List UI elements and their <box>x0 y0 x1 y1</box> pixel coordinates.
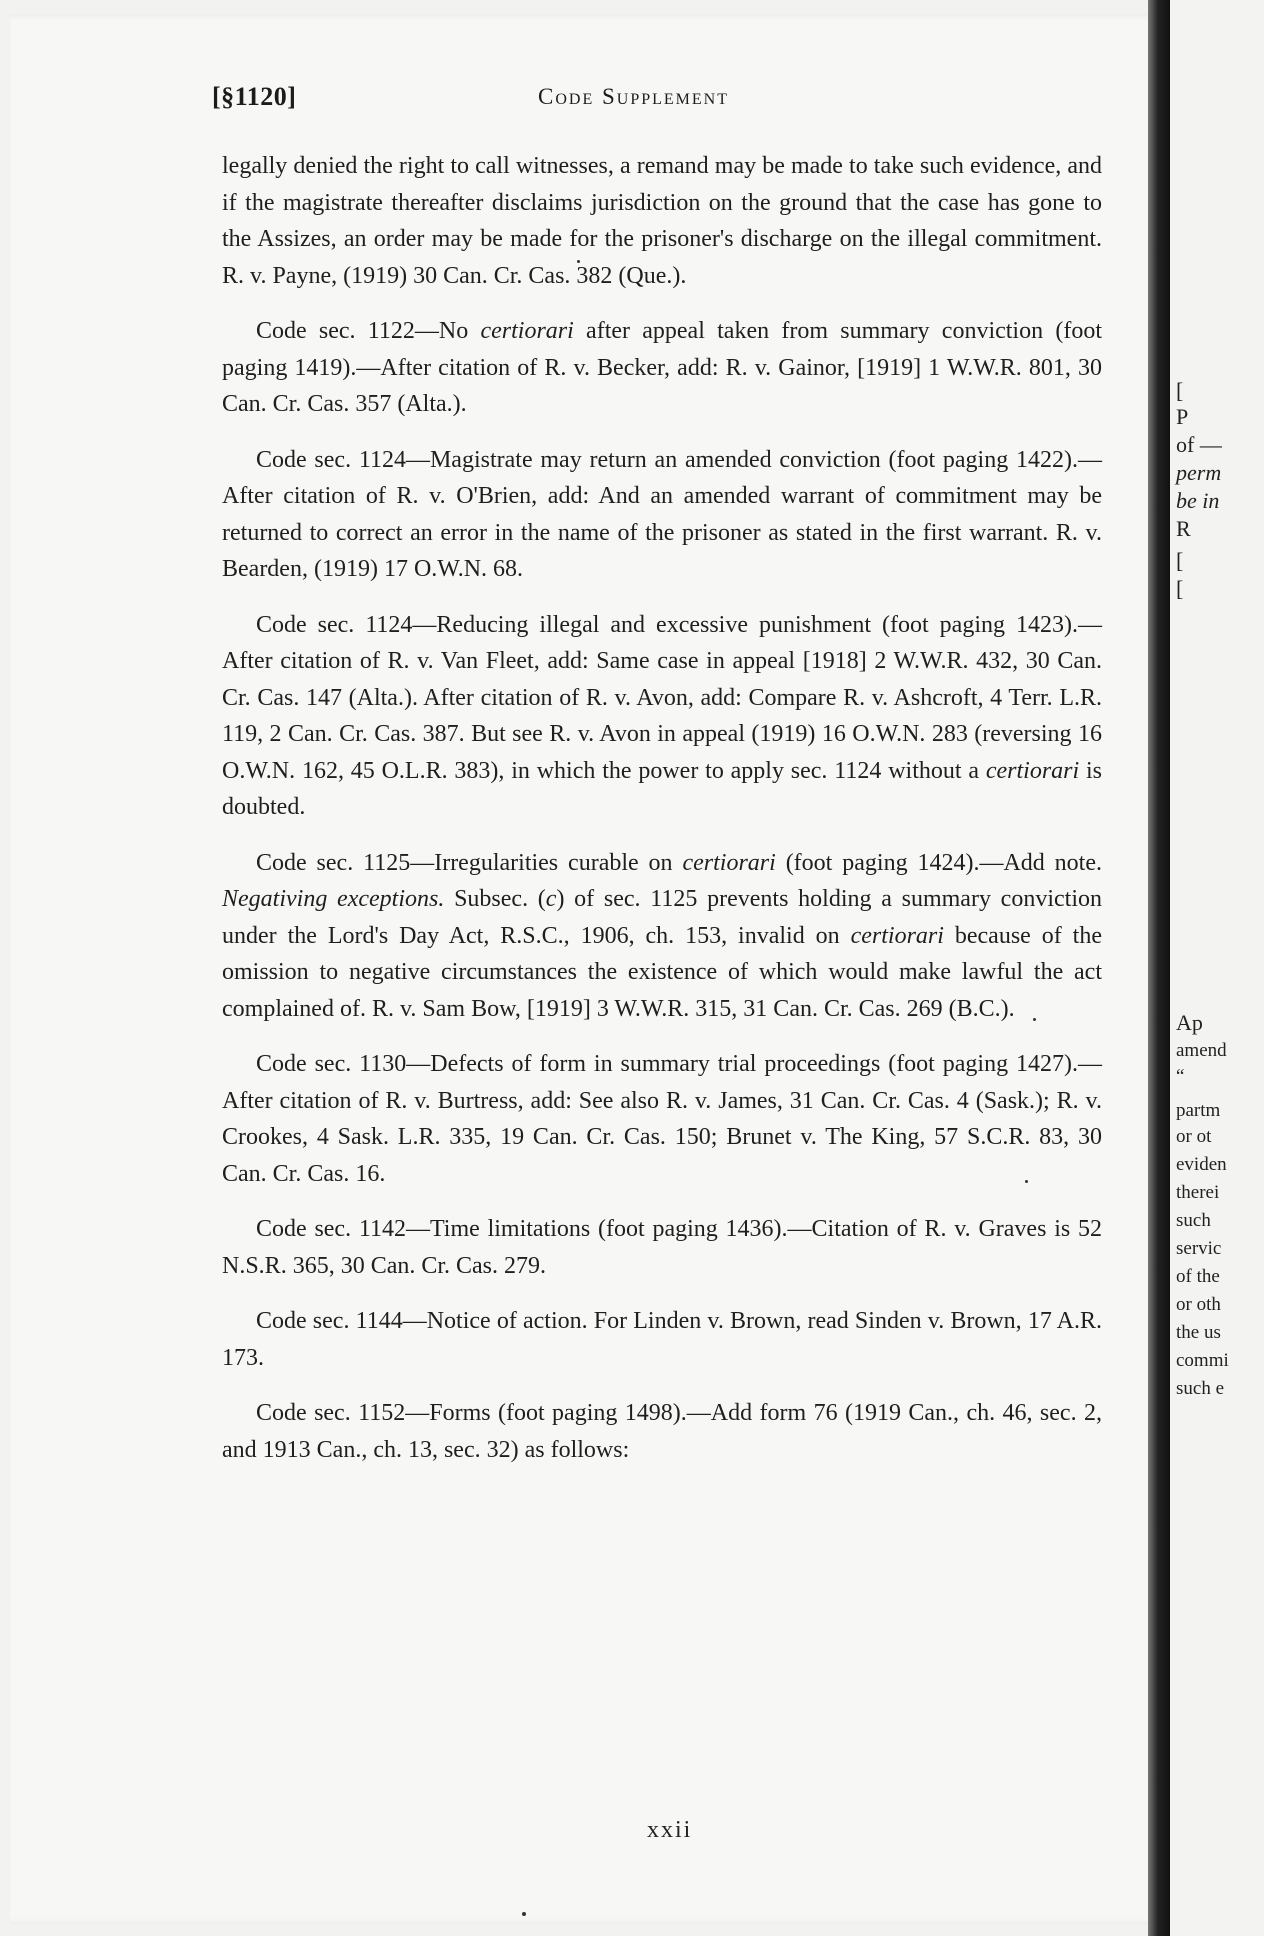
facing-page-fragment: or ot <box>1176 1126 1212 1147</box>
facing-page-fragment: be in <box>1176 488 1220 513</box>
print-speck <box>577 260 580 263</box>
book-gutter <box>1148 0 1170 1936</box>
text-run: legally denied the right to call witnesses, a remand may be made to take such evidence, and if the magistrate thereafter disclaims jurisdiction on the ground that the case has gone to the Assizes, an order may be made for the prisoner's discharge on the illegal commitment. R. v. Payne, (1919) 30 Can. Cr. Cas. 382 (Que.). <box>222 153 1102 289</box>
running-head <box>212 82 1102 118</box>
text-run: Code sec. 1122—No <box>256 318 481 344</box>
text-run: Code sec. 1142—Time limitations (foot paging 1436).—Citation of R. v. Graves is 52 N.S.R. 365, 30 Can. Cr. Cas. 279. <box>222 1216 1102 1279</box>
facing-page-fragment: R <box>1176 516 1191 541</box>
print-speck <box>1033 1018 1036 1021</box>
facing-page-fragment: “ <box>1176 1066 1185 1087</box>
page-title: Code Supplement <box>538 84 729 109</box>
text-run: Code sec. 1130—Defects of form in summary trial proceedings (foot paging 1427).—After citation of R. v. Burtress, add: See also R. v. James, 31 Can. Cr. Cas. 4 (Sask.); R. v. Crookes, 4 Sask. L.R. 335, 19 Can. Cr. Cas. 150; Brunet v. The King, 57 S.C.R. 83, 30 Can. Cr. Cas. 16. <box>222 1051 1102 1187</box>
paragraph-p7 <box>222 1303 1102 1376</box>
paragraph-p6 <box>222 1211 1102 1284</box>
paragraph-p3 <box>222 607 1102 826</box>
print-speck <box>1025 1180 1028 1183</box>
text-run: Code sec. 1144—Notice of action. For Linden v. Brown, read Sinden v. Brown, 17 A.R. 173. <box>222 1308 1102 1371</box>
page-number: xxii <box>647 1817 693 1843</box>
facing-page-fragment: P <box>1176 404 1189 429</box>
facing-page-fragment: Ap <box>1176 1010 1203 1035</box>
section-reference: [§1120] <box>212 82 297 111</box>
text-run: because of the omission to negative circumstances the existence of which would make lawful the act complained of. R. v. Sam Bow, [1919] 3 W.W.R. 315, 31 Can. Cr. Cas. 269 (B.C.). <box>222 922 1102 1022</box>
facing-page-fragment: commi <box>1176 1350 1229 1371</box>
facing-page-fragment: [ <box>1176 548 1184 573</box>
text-run: Subsec. ( <box>444 886 546 912</box>
italic-text: certiorari <box>850 922 944 949</box>
text-run: (foot paging 1424).—Add note. <box>775 849 1103 876</box>
text-run: is doubted. <box>222 757 1103 820</box>
italic-text: Negativing exceptions. <box>222 886 445 912</box>
facing-page-fragment: [ <box>1176 576 1184 601</box>
facing-page-fragment: therei <box>1176 1182 1220 1203</box>
text-run: Code sec. 1125—Irregularities curable on <box>256 849 683 876</box>
paragraph-p0 <box>222 148 1102 294</box>
facing-page-fragment: of — <box>1176 432 1222 457</box>
paragraph-p1 <box>222 313 1102 423</box>
body-text <box>222 148 1102 1487</box>
paragraph-p4 <box>222 845 1102 1028</box>
facing-page-fragment: or oth <box>1176 1294 1221 1315</box>
facing-page-fragment: such <box>1176 1210 1211 1231</box>
facing-page-fragment: such e <box>1176 1378 1225 1399</box>
italic-text: certiorari <box>480 318 574 344</box>
facing-page-fragment: amend <box>1176 1040 1227 1061</box>
paragraph-p2 <box>222 442 1102 588</box>
text-run: after appeal taken from summary conviction (foot paging 1419).—After citation of R. v. Becker, add: R. v. Gainor, [1919] 1 W.W.R. 801, 30 Can. Cr. Cas. 357 (Alta.). <box>222 318 1102 417</box>
paragraph-p8 <box>222 1395 1102 1468</box>
text-run: Code sec. 1152—Forms (foot paging 1498).—Add form 76 (1919 Can., ch. 46, sec. 2, and 1913 Can., ch. 13, sec. 32) as follows: <box>222 1400 1102 1463</box>
facing-page-fragment: [ <box>1176 378 1184 403</box>
paragraph-p5 <box>222 1046 1102 1192</box>
facing-page-edge <box>1170 0 1264 1936</box>
italic-text: certiorari <box>985 757 1080 784</box>
facing-page-fragment: of the <box>1176 1266 1220 1287</box>
text-run: Code sec. 1124—Reducing illegal and excessive punishment (foot paging 1423).—After citation of R. v. Van Fleet, add: Same case in appeal [1918] 2 W.W.R. 432, 30 Can. Cr. Cas. 147 (Alta.). After citation of R. v. Avon, add: Compare R. v. Ashcroft, 4 Terr. L.R. 119, 2 Can. Cr. Cas. 387. But see R. v. Avon in appeal (1919) 16 O.W.N. 283 (reversing 16 O.W.N. 162, 45 O.L.R. 383), in which the power to apply sec. 1124 without a <box>222 611 1102 784</box>
italic-text: c <box>545 886 557 912</box>
facing-page-fragment: the us <box>1176 1322 1221 1343</box>
text-run: ) of sec. 1125 prevents holding a summary conviction under the Lord's Day Act, R.S.C., 1906, ch. 153, invalid on <box>222 886 1102 949</box>
italic-text: certiorari <box>682 849 776 876</box>
facing-page-fragment: partm <box>1176 1100 1221 1121</box>
print-speck <box>522 1912 526 1916</box>
text-run: Code sec. 1124—Magistrate may return an amended conviction (foot paging 1422).—After citation of R. v. O'Brien, add: And an amended warrant of commitment may be returned to correct an error in the name of the prisoner as stated in the first warrant. R. v. Bearden, (1919) 17 O.W.N. 68. <box>222 446 1102 582</box>
facing-page-fragment: servic <box>1176 1238 1222 1259</box>
facing-page-fragment: eviden <box>1176 1154 1227 1175</box>
facing-page-fragment: perm <box>1176 460 1222 485</box>
